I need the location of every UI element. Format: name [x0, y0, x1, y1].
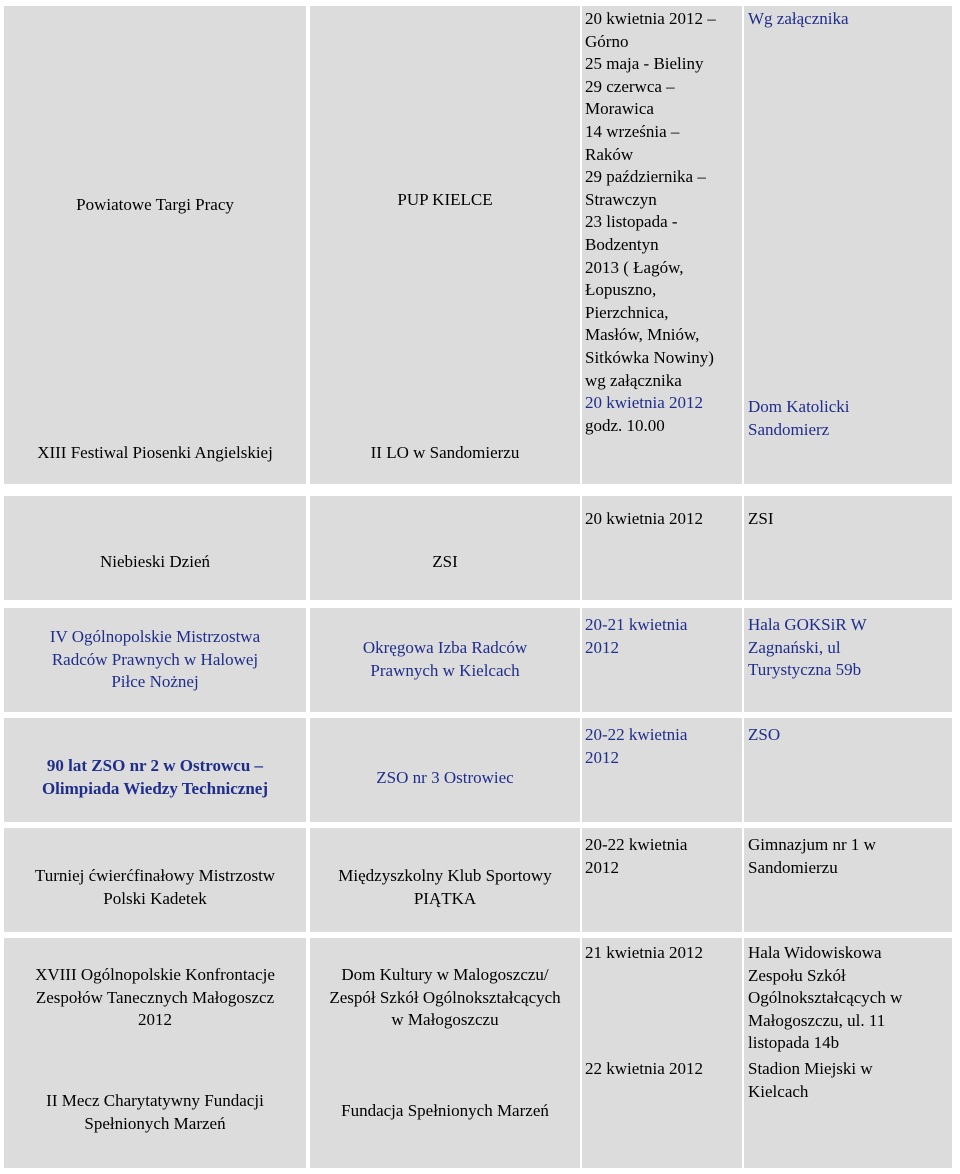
- row4-date-cell: [582, 718, 742, 822]
- date-line: 25 maja - Bieliny: [585, 54, 704, 74]
- date-line: Sitkówka Nowiny): [585, 347, 714, 367]
- place-line: Hala GOKSiR W: [748, 615, 867, 634]
- place-line: Zagnański, ul: [748, 637, 841, 657]
- row3-event-cell: [4, 608, 306, 712]
- organizer-line: w Małogoszczu: [391, 1010, 499, 1030]
- date-text: 21 kwietnia 2012: [585, 943, 704, 962]
- row1-date-cell: [582, 6, 742, 484]
- row5-date-cell: [582, 828, 742, 932]
- event-line: Radców Prawnych w Halowej: [51, 649, 259, 669]
- place-block-1: [748, 942, 902, 1055]
- place-line: Małogoszczu, ul. 11: [748, 1010, 886, 1030]
- row3-place-cell: [744, 608, 952, 712]
- row3-date-cell: [582, 608, 742, 712]
- place-line: Dom Katolicki: [748, 397, 850, 416]
- row2-date-cell: [582, 496, 742, 600]
- date-line: Raków: [585, 144, 634, 164]
- organizer-line: Międzyszkolny Klub Sportowy: [338, 866, 552, 886]
- event-line: Turniej ćwierćfinałowy Mistrzostw: [34, 866, 276, 886]
- place-text: ZSO: [748, 725, 781, 744]
- organizer-block-1: [310, 964, 580, 1032]
- row2-place-cell: [744, 496, 952, 600]
- date-text: 22 kwietnia 2012: [585, 1059, 704, 1078]
- date-line: Bodzentyn: [585, 234, 659, 254]
- row5-event-cell: [4, 828, 306, 932]
- row1-place-cell: [744, 6, 952, 484]
- organizer-line: Zespół Szkół Ogólnokształcących: [329, 987, 561, 1007]
- place-line: Sandomierzu: [748, 857, 838, 877]
- organizer-text: ZSI: [432, 551, 458, 571]
- row2-organizer-cell: [310, 496, 580, 600]
- place-line: Kielcach: [748, 1081, 809, 1101]
- event-line: Zespołów Tanecznych Małogoszcz: [35, 987, 275, 1007]
- event-line: IV Ogólnopolskie Mistrzostwa: [49, 627, 261, 647]
- date-line: 20 kwietnia 2012 –: [585, 9, 716, 28]
- date-line: 23 listopada -: [585, 212, 678, 232]
- row6-event-cell: [4, 938, 306, 1168]
- place-block-2: [748, 1058, 873, 1103]
- organizer-text: PUP KIELCE: [397, 190, 493, 209]
- row4-event-cell: [4, 718, 306, 822]
- row4-organizer-cell: [310, 718, 580, 822]
- date-line: Strawczyn: [585, 189, 657, 209]
- event-line: Spełnionych Marzeń: [84, 1113, 226, 1133]
- place-line: Stadion Miejski w: [748, 1059, 873, 1078]
- organizer-line: ZSO nr 3 Ostrowiec: [376, 767, 514, 787]
- date-line: wg załącznika: [585, 370, 682, 390]
- date-line: 20-22 kwietnia: [585, 835, 688, 854]
- date-line: 29 czerwca –: [585, 76, 675, 96]
- row1-organizer-cell: [310, 6, 580, 484]
- event-line: Piłce Nożnej: [111, 672, 199, 692]
- date-line: 2012: [585, 857, 619, 877]
- date-line: Górno: [585, 31, 629, 51]
- date-line: 2013 ( Łagów,: [585, 257, 684, 277]
- date-line: godz. 10.00: [585, 415, 665, 435]
- place-line: Gimnazjum nr 1 w: [748, 835, 876, 854]
- row6-place-cell: [744, 938, 952, 1168]
- event-line: 2012: [138, 1010, 172, 1030]
- place-text: Wg załącznika: [748, 9, 849, 28]
- event-text: XIII Festiwal Piosenki Angielskiej: [37, 443, 273, 462]
- date-line: Morawica: [585, 99, 654, 119]
- organizer-line: Prawnych w Kielcach: [370, 661, 520, 680]
- event-text: Niebieski Dzień: [100, 551, 210, 571]
- row5-place-cell: [744, 828, 952, 932]
- event-line: Polski Kadetek: [103, 889, 207, 908]
- organizer-line: Fundacja Spełnionych Marzeń: [341, 1101, 549, 1120]
- row5-organizer-cell: [310, 828, 580, 932]
- date-line: 2012: [585, 637, 619, 657]
- row4-place-cell: [744, 718, 952, 822]
- row6-date-cell: [582, 938, 742, 1168]
- place-line: Sandomierz: [748, 419, 830, 439]
- row2-event-cell: [4, 496, 306, 600]
- date-line: Masłów, Mniów,: [585, 325, 700, 345]
- date-line: 20 kwietnia 2012: [585, 393, 704, 413]
- place-line: Ogólnokształcących w: [748, 988, 903, 1008]
- place-line: Turystyczna 59b: [748, 660, 862, 680]
- event-line: 90 lat ZSO nr 2 w Ostrowcu –: [46, 756, 264, 776]
- place-line: Zespołu Szkół: [748, 965, 846, 985]
- event-line: II Mecz Charytatywny Fundacji: [46, 1091, 264, 1110]
- organizer-block-2: [310, 1100, 580, 1123]
- organizer-line: Dom Kultury w Malogoszczu/: [341, 965, 549, 984]
- date-line: Łopuszno,: [585, 280, 657, 300]
- date-line: 29 października –: [585, 167, 706, 187]
- date-line: 2012: [585, 747, 619, 767]
- date-line: 20-22 kwietnia: [585, 725, 688, 744]
- event-text: Powiatowe Targi Pracy: [76, 195, 234, 214]
- row6-organizer-cell: [310, 938, 580, 1168]
- organizer-line: PIĄTKA: [413, 889, 477, 908]
- place-block-2: [748, 396, 850, 441]
- date-line: 20-21 kwietnia: [585, 615, 688, 634]
- place-line: listopada 14b: [748, 1033, 840, 1053]
- organizer-text: II LO w Sandomierzu: [370, 443, 520, 462]
- organizer-line: Okręgowa Izba Radców: [362, 638, 528, 658]
- place-text: ZSI: [748, 509, 774, 528]
- row1-event-cell: [4, 6, 306, 484]
- event-block-2: [4, 1090, 306, 1135]
- row3-organizer-cell: [310, 608, 580, 712]
- dates-block-1: [585, 8, 716, 437]
- event-line: XVIII Ogólnopolskie Konfrontacje: [35, 965, 275, 984]
- date-line: Pierzchnica,: [585, 302, 669, 322]
- event-line: Olimpiada Wiedzy Technicznej: [41, 779, 269, 798]
- date-text: 20 kwietnia 2012: [585, 509, 704, 528]
- event-block-1: [4, 964, 306, 1032]
- date-line: 14 września –: [585, 121, 680, 141]
- place-line: Hala Widowiskowa: [748, 943, 882, 962]
